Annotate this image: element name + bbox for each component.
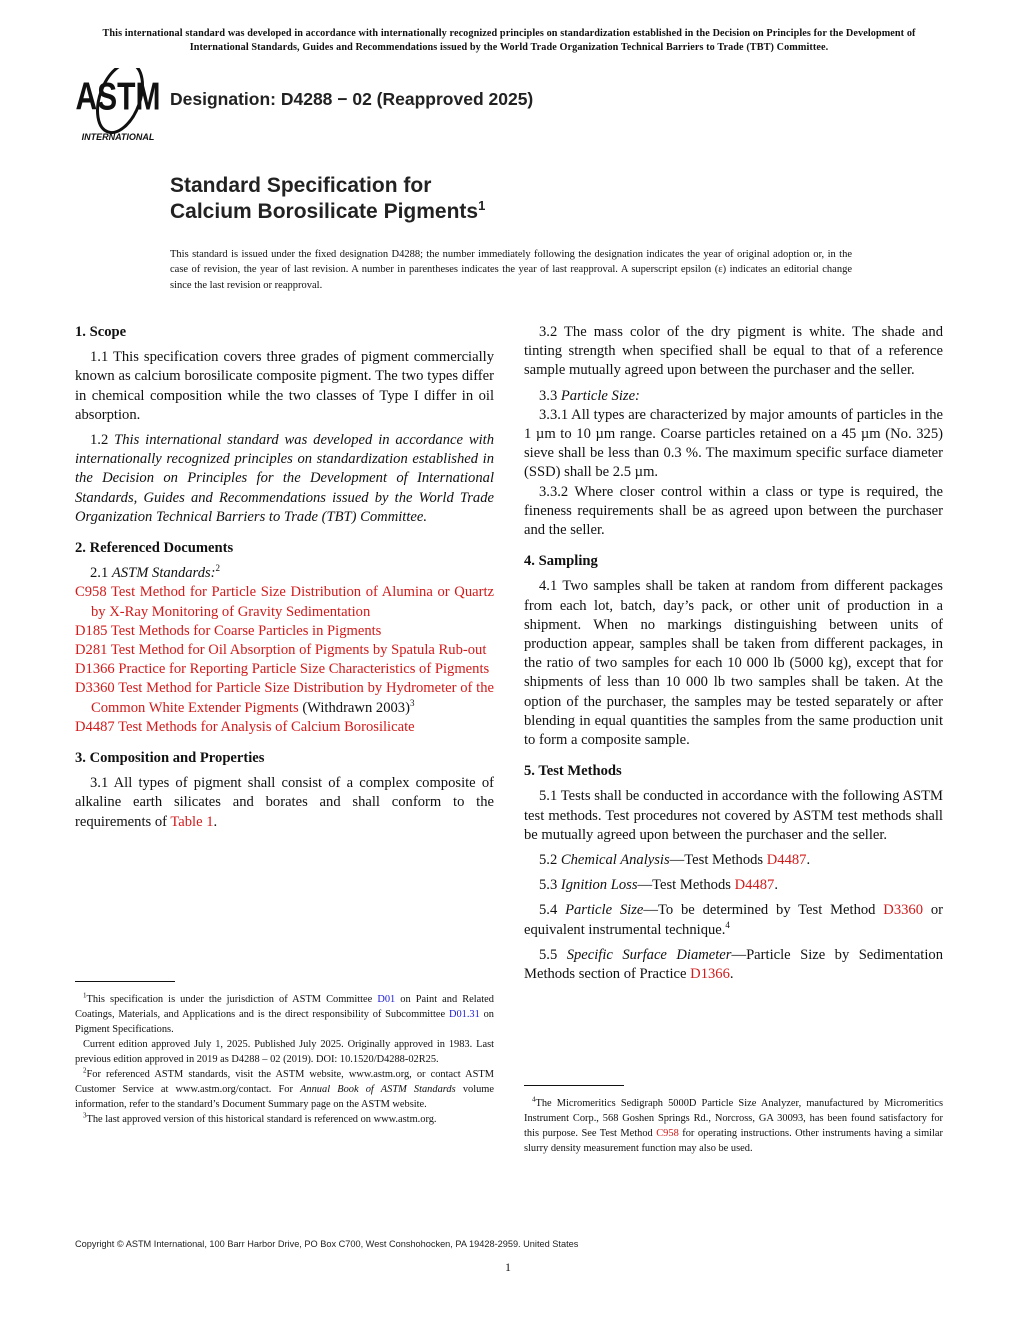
text: 5.4 xyxy=(539,902,566,919)
text: For referenced ASTM standards, visit the ASTM website, www.astm.org, or contact ASTM Customer Service at www.astm.org/contact. For xyxy=(75,1069,494,1095)
committee-link[interactable]: D01.31 xyxy=(448,1009,480,1020)
referenced-document xyxy=(75,641,494,660)
text: . xyxy=(806,852,811,869)
text: 3.3.2 Where closer control within a class or type is required, the fineness requirements shall be as agreed upon between the purchaser and the seller. xyxy=(524,483,943,539)
reference-link[interactable]: D3360 xyxy=(883,902,924,919)
footnote-ref[interactable]: 4 xyxy=(532,1095,536,1104)
copyright: Copyright © ASTM International, 100 Barr Harbor Drive, PO Box C700, West Conshohocken, PA 19428-2959. United States xyxy=(75,1239,579,1249)
paragraph xyxy=(524,577,943,750)
text: . xyxy=(729,966,734,983)
footnote xyxy=(524,1096,943,1156)
italic-text: Particle Size xyxy=(565,902,644,919)
footnote-ref[interactable]: 3 xyxy=(83,1111,87,1120)
paragraph xyxy=(524,851,943,870)
text: 1.2 xyxy=(90,432,115,449)
reference-link[interactable]: Table 1 xyxy=(170,813,214,830)
paragraph xyxy=(524,946,943,984)
footnote xyxy=(75,1067,494,1112)
issued-note: This standard is issued under the fixed designation D4288; the number immediately following the designation indicates the year of original adoption or, in the case of revision, the year of last revision. A number in parentheses indicates the year of last reapproval. A superscript epsilon (ε) indicates an editorial change since the last revision or reapproval. xyxy=(170,249,852,291)
text: This specification is under the jurisdiction of ASTM Committee xyxy=(86,994,378,1005)
paragraph xyxy=(524,876,943,895)
referenced-document xyxy=(75,718,494,737)
paragraph xyxy=(75,564,494,583)
reference-link[interactable]: C958 xyxy=(656,1128,679,1139)
paragraph xyxy=(75,774,494,832)
footnote-ref[interactable]: 2 xyxy=(83,1066,87,1075)
reference-link[interactable]: D1366 xyxy=(690,966,730,983)
text: . xyxy=(213,813,218,830)
astm-logo xyxy=(76,68,160,144)
paragraph xyxy=(524,787,943,845)
text: The last approved version of this historical standard is referenced on www.astm.org. xyxy=(86,1114,437,1125)
footnote-ref[interactable]: 1 xyxy=(83,991,87,1000)
footnote-ref[interactable]: 4 xyxy=(725,919,730,930)
paragraph xyxy=(75,348,494,425)
text: 5.1 Tests shall be conducted in accordance with the following ASTM test methods. Test procedures not covered by ASTM test methods shall be mutually agreed upon between the purchaser and the seller. xyxy=(524,788,943,843)
title-line-2: Calcium Borosilicate Pigments xyxy=(170,200,479,223)
italic-text: Annual Book of ASTM Standards xyxy=(300,1084,456,1095)
reference-link[interactable]: D1366 Practice for Reporting Particle Size Characteristics of Pigments xyxy=(75,661,490,678)
svg-text:ASTM: ASTM xyxy=(76,75,160,119)
footnote-rule xyxy=(524,1085,624,1086)
right-column xyxy=(524,323,943,996)
section-heading: 2. Referenced Documents xyxy=(75,540,234,557)
tbt-notice: This international standard was developed in accordance with internationally recognized principles on standardization established in the Decision on Principles for the Development of International Standards, Guides and Recommendations issued by the World Trade Organization Technical Barriers to Trade (TBT) Committee. xyxy=(102,28,916,53)
section xyxy=(75,749,494,832)
reference-link[interactable]: D281 Test Method for Oil Absorption of Pigments by Spatula Rub-out xyxy=(75,642,487,659)
reference-link[interactable]: D3360 Test Method for Particle Size Distribution by Hydrometer of the Common White Extender Pigments xyxy=(75,680,494,716)
footnote-ref[interactable]: 2 xyxy=(215,563,221,574)
text: 1.1 This specification covers three grades of pigment commercially known as calcium borosilicate composite pigment. The two types differ in chemical composition while the two classes of Type I differ in oil absorption. xyxy=(75,349,494,423)
left-column xyxy=(75,323,494,844)
paragraph xyxy=(524,406,943,483)
paragraph xyxy=(524,387,943,406)
section-heading: 1. Scope xyxy=(75,324,127,340)
italic-text: Particle Size: xyxy=(560,387,640,404)
text: 5.5 xyxy=(539,946,567,963)
italic-text: Specific Surface Diameter xyxy=(566,946,732,963)
footnote xyxy=(75,992,494,1037)
footnote-rule xyxy=(75,981,175,982)
text: —Test Methods xyxy=(669,852,767,869)
text: 5.2 xyxy=(539,852,561,869)
logo-subtext: INTERNATIONAL xyxy=(81,132,155,142)
footnote-ref[interactable]: 3 xyxy=(409,697,415,708)
text: or equivalent instrumental technique. xyxy=(524,902,943,938)
italic-text: Chemical Analysis xyxy=(560,852,670,869)
page-number: 1 xyxy=(505,1260,511,1274)
text: on Paint and Related Coatings, Materials, and Applications and is the direct responsibility of Subcommittee xyxy=(75,994,494,1020)
referenced-document xyxy=(75,583,494,621)
text: 3.3 xyxy=(539,387,561,404)
section xyxy=(524,323,943,540)
title-line-1: Standard Specification for xyxy=(170,174,432,197)
footnote xyxy=(75,1037,494,1067)
text: 3.2 The mass color of the dry pigment is white. The shade and tinting strength when specified shall be equal to that of a reference sample mutually agreed upon between the purchaser and the seller. xyxy=(524,324,943,379)
section xyxy=(524,762,943,984)
footnotes-right xyxy=(524,1085,943,1156)
reference-link[interactable]: D4487 xyxy=(766,852,807,869)
footnote xyxy=(75,1112,494,1127)
reference-link[interactable]: C958 Test Method for Particle Size Distribution of Alumina or Quartz by X-Ray Monitoring of Gravity Sedimentation xyxy=(75,584,494,620)
text: The Micromeritics Sedigraph 5000D Particle Size Analyzer, manufactured by Micromeritics Instrument Corp., 568 Goshen Springs Rd., Norcross, GA 30093, has been found satisfactory for this purpose. See Test Method xyxy=(524,1098,943,1139)
text: (Withdrawn 2003) xyxy=(298,699,410,716)
title-footnote-ref[interactable]: 1 xyxy=(478,198,486,213)
referenced-document xyxy=(75,622,494,641)
text: 2.1 xyxy=(90,565,112,582)
section-heading: 5. Test Methods xyxy=(524,763,622,780)
section-heading: 4. Sampling xyxy=(524,553,598,570)
text: on Pigment Specifications. xyxy=(75,1009,494,1035)
reference-link[interactable]: D185 Test Methods for Coarse Particles in Pigments xyxy=(75,622,382,639)
section xyxy=(75,323,494,527)
italic-text: ASTM Standards: xyxy=(111,565,216,582)
document-title xyxy=(170,173,485,225)
text: —Test Methods xyxy=(637,877,735,894)
designation: Designation: D4288 − 02 (Reapproved 2025) xyxy=(170,89,534,109)
footnotes-left xyxy=(75,981,494,1127)
text: Current edition approved July 1, 2025. Published July 2025. Originally approved in 1983. Last previous edition approved in 2019 as D4288 – 02 (2019). DOI: 10.1520/D4288-02R25. xyxy=(75,1039,494,1065)
section xyxy=(75,539,494,737)
section-heading: 3. Composition and Properties xyxy=(75,750,265,767)
section xyxy=(524,552,943,750)
committee-link[interactable]: D01 xyxy=(377,994,396,1005)
text: 5.3 xyxy=(539,877,561,894)
referenced-document xyxy=(75,660,494,679)
text: 4.1 Two samples shall be taken at random from different packages from each lot, batch, day’s pack, or other unit of production in a shipment. When no markings distinguishing between units of production appear, samples shall be taken from different packages, in the ratio of two samples for each 10 000 lb (5000 kg), except that for shipments of less than 10 000 lb two samples shall be taken. At the option of the purchaser, the samples may be tested separately or after blending in equal quantities the samples from the same production unit to form a composite sample. xyxy=(524,578,943,749)
paragraph xyxy=(524,483,943,541)
text: . xyxy=(774,877,778,894)
referenced-document xyxy=(75,679,494,717)
paragraph xyxy=(75,431,494,527)
text: for operating instructions. Other instruments having a similar slurry density measurement function may also be used. xyxy=(524,1128,944,1154)
paragraph xyxy=(524,323,943,381)
text: 3.3.1 All types are characterized by major amounts of particles in the 1 µm to 10 µm range. Coarse particles retained on a 45 µm (No. 325) sieve shall be less than 0.3 %. The maximum specific surface diameter (SSD) shall be 2.5 µm. xyxy=(524,406,943,481)
reference-link[interactable]: D4487 Test Methods for Analysis of Calcium Borosilicate xyxy=(75,718,415,735)
reference-link[interactable]: D4487 xyxy=(734,877,775,894)
text: volume information, refer to the standard’s Document Summary page on the ASTM website. xyxy=(75,1084,494,1110)
italic-text: This international standard was developed in accordance with internationally recognized principles on standardization established in the Decision on Principles for the Development of International Standards, Guides and Recommendations issued by the World Trade Organization Technical Barriers to Trade (TBT) Committee. xyxy=(75,432,495,525)
text: —Particle Size by Sedimentation Methods section of Practice xyxy=(524,946,943,983)
text: —To be determined by Test Method xyxy=(643,902,884,919)
paragraph xyxy=(524,901,943,939)
text: 3.1 All types of pigment shall consist of a complex composite of alkaline earth silicates and borates and shall conform to the requirements of xyxy=(75,775,494,830)
italic-text: Ignition Loss xyxy=(560,877,638,894)
